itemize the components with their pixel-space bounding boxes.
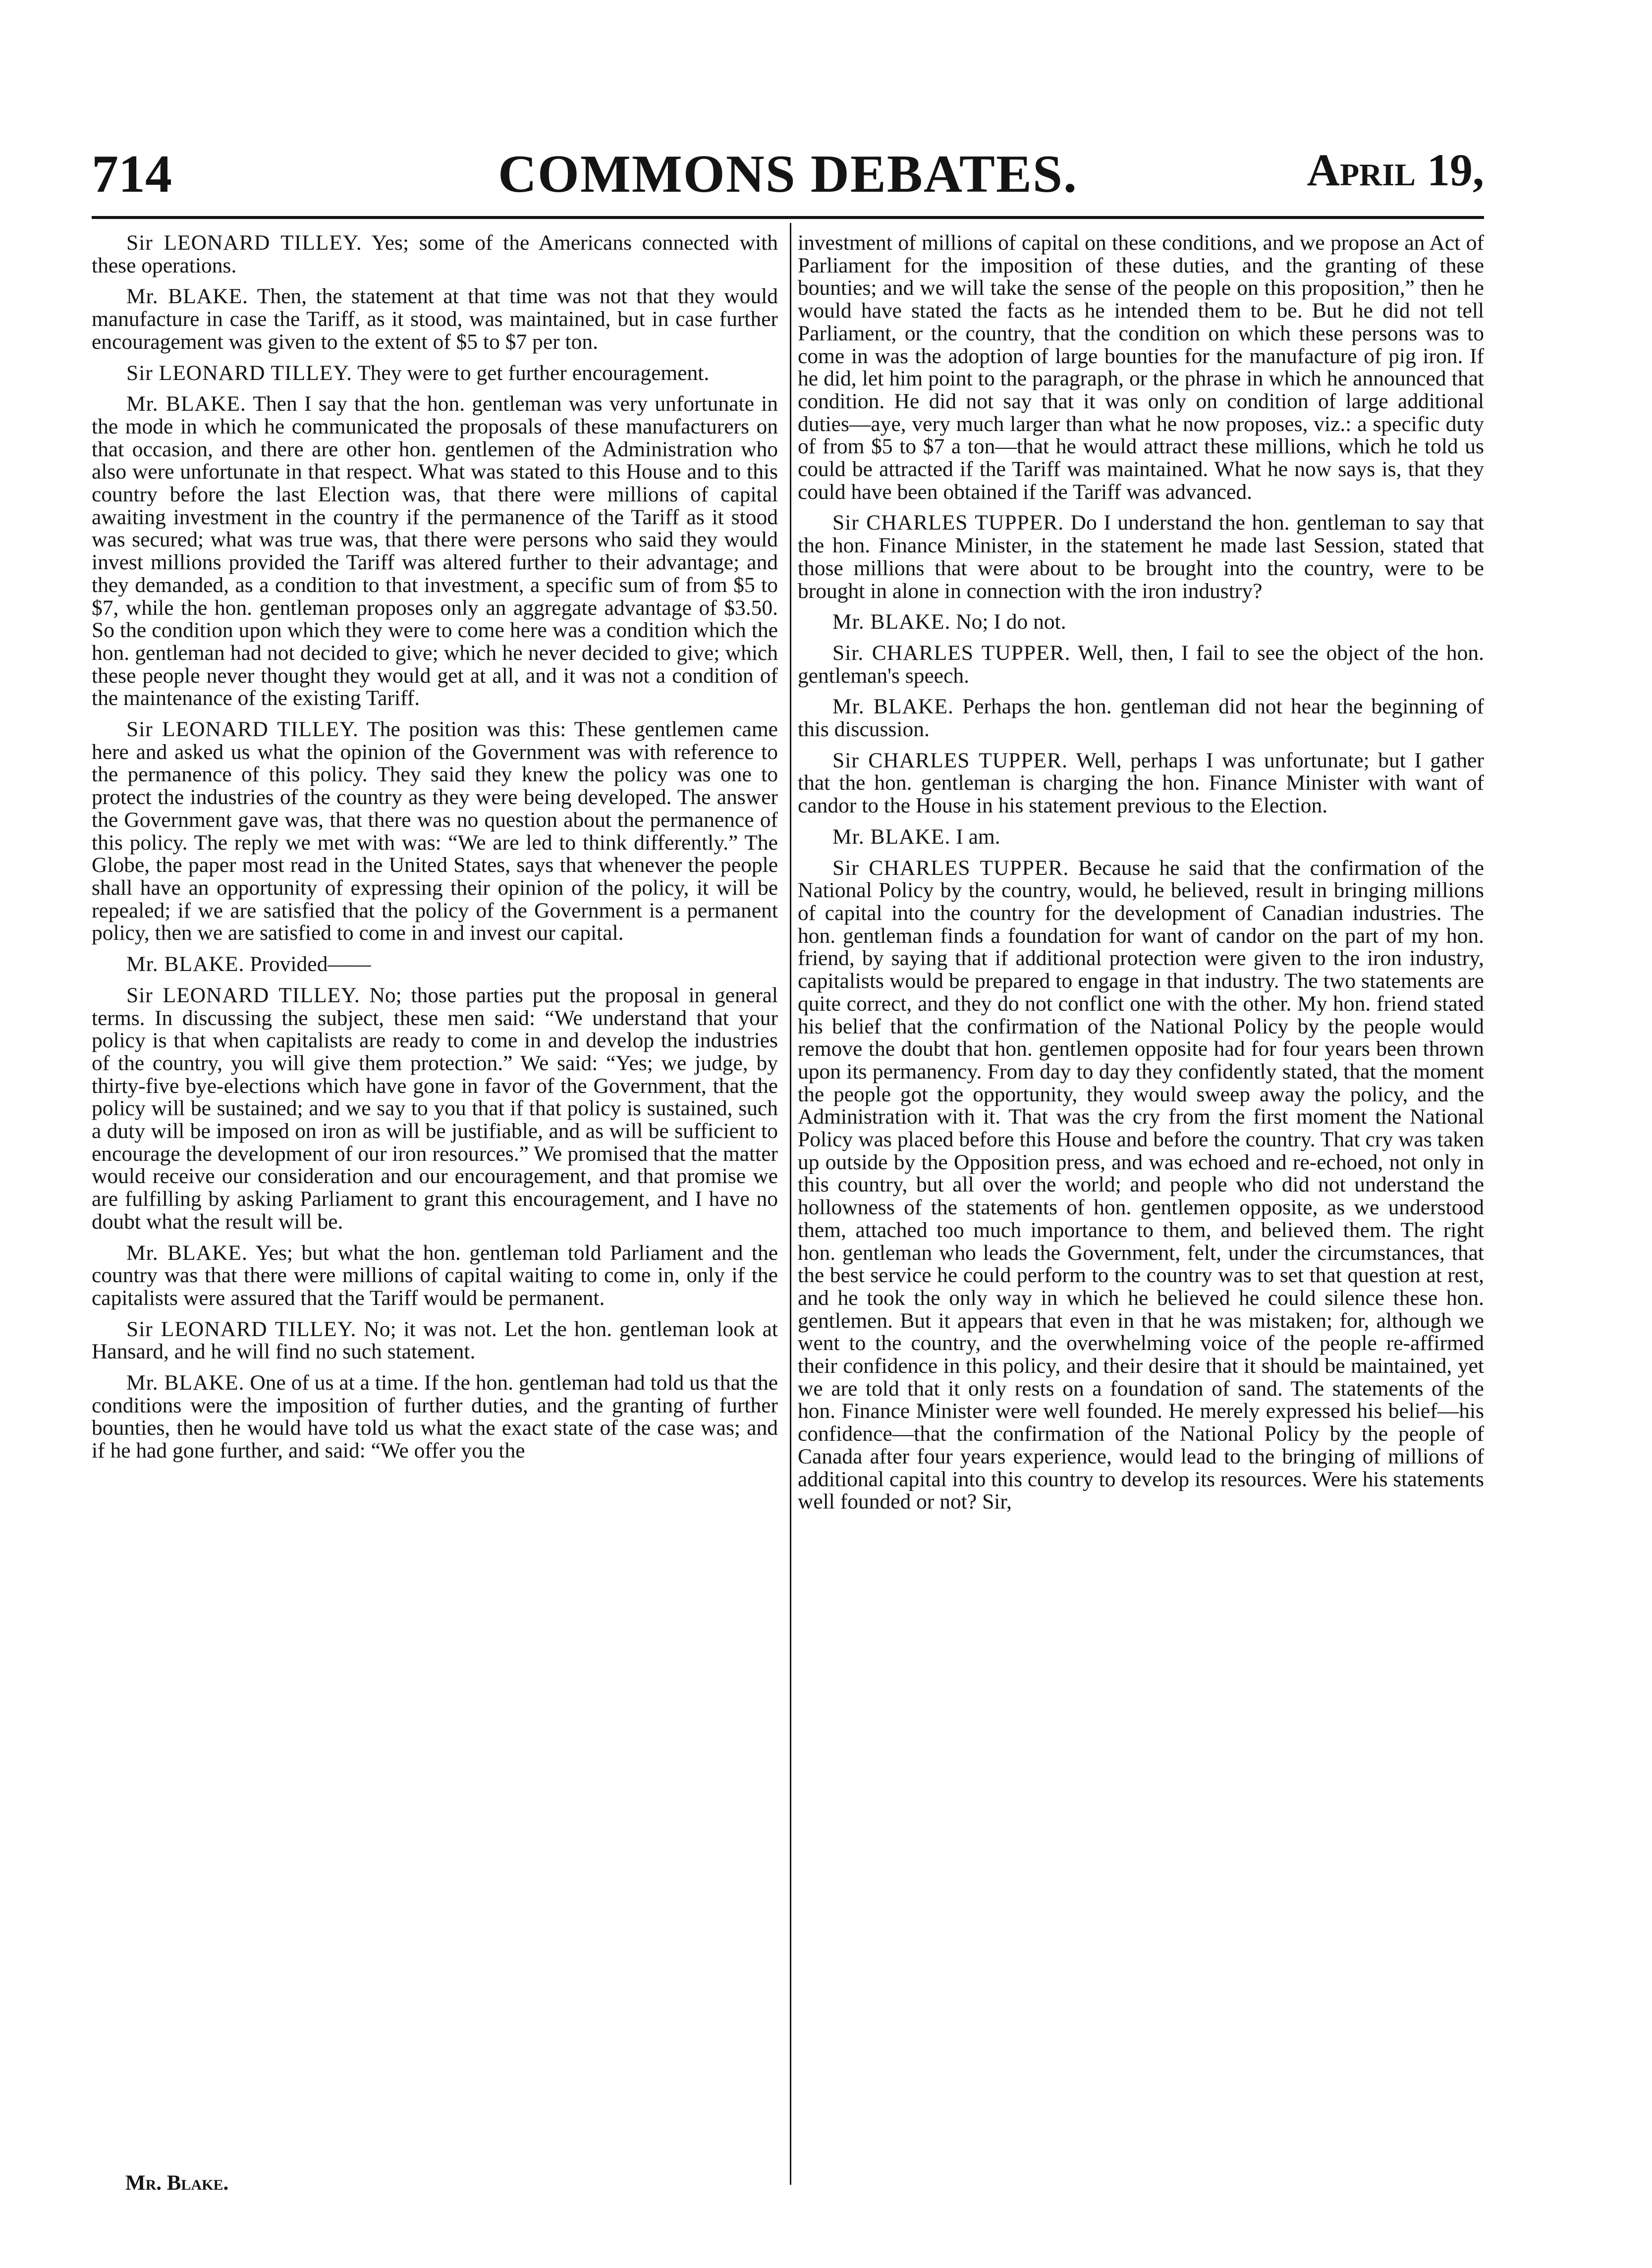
speech-paragraph xyxy=(92,718,778,945)
left-column xyxy=(92,232,778,1471)
speech-paragraph xyxy=(92,285,778,353)
speech-paragraph xyxy=(798,857,1484,1513)
speech-text: One of us at a time. If the hon. gentleman had told us that the conditions were the imposition of further duties, and the granting of further bounties, then he would have told us what the exact state of the case was; and if he had gone further, and said: “We offer you the xyxy=(92,1371,778,1463)
speech-text: investment of millions of capital on these conditions, and we propose an Act of Parliament for the imposition of these duties, and the granting of these bounties; and we will take the sense of the people on this proposition,” then he would have stated the facts as he intended them to be. But he did not tell Parliament, or the country, that the condition on which these persons was to come in was the adoption of large bounties for the manufacture of pig iron. If he did, let him point to the paragraph, or the phrase in which he announced that condition. He did not say that it was only on condition of large additional duties—aye, very much larger than what he now proposes, viz.: a specific duty of from $5 to $7 a ton—that he would attract these millions, which he told us could be attracted if the Tariff was maintained. What he now says is, that they could have been obtained if the Tariff was advanced. xyxy=(798,231,1484,504)
speech-text: No; I do not. xyxy=(956,610,1066,634)
speech-text: Well, perhaps I was unfortunate; but I gather that the hon. gentleman is charging the hon. Finance Minister with want of candor to the House in his statement previous to the Election. xyxy=(798,748,1484,818)
speech-paragraph xyxy=(92,984,778,1234)
header-rule xyxy=(92,216,1484,219)
speech-text: Perhaps the hon. gentleman did not hear the beginning of this discussion. xyxy=(798,695,1485,742)
speech-paragraph xyxy=(92,1318,778,1363)
speech-text: No; those parties put the proposal in general terms. In discussing the subject, these men said: “We understand that your policy is that when capitalists are ready to come in and develop the industries of the country, you will give them protection.” We said: “Yes; we judge, by thirty-five bye-elections which have gone in favor of the Government, that the policy will be sustained; and we say to you that if that policy is sustained, such a duty will be imposed on iron as will be justifiable, and as will be sufficient to encourage the development of our iron resources.” We promised that the matter would receive our consideration and our encouragement, and that promise we are fulfilling by asking Parliament to grant this encouragement, and I have no doubt what the result will be. xyxy=(92,983,778,1234)
speech-paragraph xyxy=(798,512,1484,602)
speech-text: Provided—— xyxy=(250,952,371,976)
speech-text: Then I say that the hon. gentleman was very unfortunate in the mode in which he communicated the proposals of these manufacturers on that occasion, and there are other hon. gentlemen of the Administration who also were unfortunate in that respect. What was stated to this House and to this country before the last Election was, that there were millions of capital awaiting investment in the country if the permanence of the Tariff as it stood was secured; what was true was, that there were persons who said they would invest millions provided the Tariff was altered further to their advantage; and they demanded, as a condition to that investment, a specific sum of from $5 to $7, while the hon. gentleman proposes only an aggregate advantage of $3.50. So the condition upon which they were to come here was a condition which the hon. gentleman had not decided to give; which he never decided to give; which these people never thought they would get at all, and it was not a condition of the maintenance of the existing Tariff. xyxy=(92,392,778,710)
speech-paragraph xyxy=(92,393,778,710)
speaker-name: Sir LEONARD TILLEY. xyxy=(126,1317,357,1341)
page-number: 714 xyxy=(92,145,172,204)
speech-paragraph xyxy=(92,232,778,277)
speaker-name: Mr. BLAKE. xyxy=(832,824,951,849)
speaker-name: Sir LEONARD TILLEY. xyxy=(126,717,359,742)
page-header xyxy=(92,144,1484,213)
speech-paragraph xyxy=(798,232,1484,503)
speaker-name: Mr. BLAKE. xyxy=(126,284,249,309)
journal-title: COMMONS DEBATES. xyxy=(497,145,1078,204)
speech-text: Do I understand the hon. gentleman to say that the hon. Finance Minister, in the statement he made last Session, stated that those millions that were about to be brought into the country, were to be brought in alone in connection with the iron industry? xyxy=(798,511,1484,603)
speaker-name: Sir. CHARLES TUPPER. xyxy=(832,641,1071,665)
speaker-name: Sir LEONARD TILLEY. xyxy=(126,361,352,385)
speech-paragraph xyxy=(798,750,1484,817)
speech-paragraph xyxy=(92,362,778,385)
speaker-name: Mr. BLAKE. xyxy=(126,1371,245,1395)
speaker-name: Sir CHARLES TUPPER. xyxy=(832,511,1064,535)
speech-paragraph xyxy=(798,826,1484,849)
issue-date: April 19, xyxy=(1307,145,1484,195)
speech-paragraph xyxy=(92,953,778,976)
speaker-name: Sir CHARLES TUPPER. xyxy=(832,856,1069,880)
speech-text: I am. xyxy=(956,824,1000,849)
column-divider xyxy=(790,223,791,2185)
speech-text: Then, the statement at that time was not that they would manufacture in case the Tariff, as it stood, was maintained, but in case further encouragement was given to the extent of $5 to $7 per ton. xyxy=(92,284,778,354)
speaker-name: Sir LEONARD TILLEY. xyxy=(126,983,360,1007)
speaker-name: Mr. BLAKE. xyxy=(126,392,246,416)
speech-text: Yes; but what the hon. gentleman told Parliament and the country was that there were millions of capital waiting to come in, only if the capitalists were assured that the Tariff would be permanent. xyxy=(92,1241,778,1310)
speech-paragraph xyxy=(92,1372,778,1462)
running-footer-speaker: Mr. Blake. xyxy=(125,2171,229,2195)
speech-paragraph xyxy=(798,696,1484,741)
speech-text: They were to get further encouragement. xyxy=(357,361,710,385)
speaker-name: Sir LEONARD TILLEY. xyxy=(126,231,362,255)
speaker-name: Mr. BLAKE. xyxy=(832,610,951,634)
speaker-name: Mr. BLAKE. xyxy=(126,1241,248,1265)
speech-text: The position was this: These gentlemen came here and asked us what the opinion of the Government was with reference to the permanence of this policy. They said they knew the policy was one to protect the industries of the country as they were being developed. The answer the Government gave was, that there was no question about the permanence of this policy. The reply we met with was: “We are led to think differently.” The Globe, the paper most read in the United States, says that whenever the people shall have an opportunity of expressing their opinion of the policy, it will be repealed; if we are satisfied that the policy of the Government is a permanent policy, then we are satisfied to come in and invest our capital. xyxy=(92,717,778,945)
right-column xyxy=(798,232,1484,1522)
speech-paragraph xyxy=(798,611,1484,634)
speech-paragraph xyxy=(798,642,1484,687)
speaker-name: Mr. BLAKE. xyxy=(126,952,245,976)
speech-text: Well, then, I fail to see the object of the hon. gentleman's speech. xyxy=(798,641,1484,688)
speaker-name: Mr. BLAKE. xyxy=(832,695,954,719)
speech-text: Because he said that the confirmation of the National Policy by the country, would, he believed, result in bringing millions of capital into the country for the development of Canadian industries. The hon. gentleman finds a foundation for want of candor on the part of my hon. friend, by saying that if additional protection were given to the iron industry, capitalists would be prepared to engage in that industry. The two statements are quite correct, and they do not conflict one with the other. My hon. friend stated his belief that the confirmation of the National Policy by the people would remove the doubt that hon. gentlemen opposite had for four years been thrown upon its permanency. From day to day they confidently stated, that the moment the people got the opportunity, they would sweep away the policy, and the Administration with it. That was the cry from the first moment the National Policy was placed before this House and before the country. That cry was taken up outside by the Opposition press, and was echoed and re-echoed, not only in this country, but all over the world; and people who did not understand the hollowness of the statements of hon. gentlemen opposite, as we understood them, attached too much importance to them, and believed them. The right hon. gentleman who leads the Government, felt, under the circumstances, that the best service he could perform to the country was to set that question at rest, and he took the only way in which he believed he could silence these hon. gentlemen. But it appears that even in that he was mistaken; for, although we went to the country, and the overwhelming voice of the people re-affirmed their confidence in this policy, and their desire that it should be maintained, yet we are told that it only rests on a foundation of sand. The statements of the hon. Finance Minister were well founded. He merely expressed his belief—his confidence—that the confirmation of the National Policy by the people of Canada after four years experience, would lead to the bringing of millions of additional capital into this country to develop its resources. Were his statements well founded or not? Sir, xyxy=(798,856,1484,1514)
speech-text: No; it was not. Let the hon. gentleman look at Hansard, and he will find no such statement. xyxy=(92,1317,778,1364)
speaker-name: Sir CHARLES TUPPER. xyxy=(832,748,1068,772)
speech-paragraph xyxy=(92,1242,778,1310)
speech-text: Yes; some of the Americans connected with these operations. xyxy=(92,231,778,277)
